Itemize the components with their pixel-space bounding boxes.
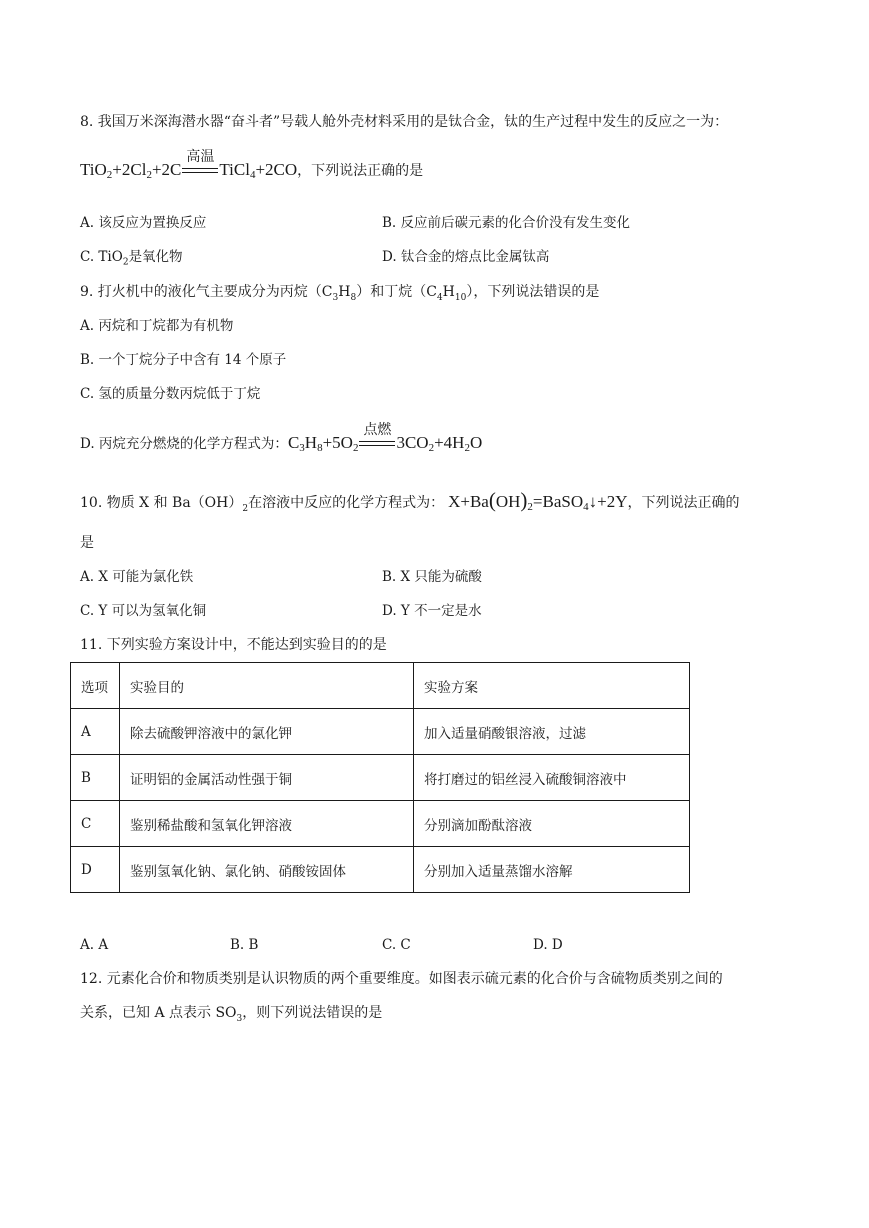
experiment-table	[70, 662, 690, 893]
q10-option-d: D. Y 不一定是水	[382, 603, 482, 619]
table-cell: 分别滴加酚酞溶液	[414, 801, 690, 847]
q9-option-b: B. 一个丁烷分子中含有 14 个原子	[80, 352, 287, 368]
q9-option-d: D. 丙烷充分燃烧的化学方程式为：$C_3H_8+5O_2$ 点燃 $3CO_2+4H_2O$	[80, 433, 482, 458]
q10-stem-cont: 是	[80, 535, 94, 551]
table-cell: 鉴别稀盐酸和氢氧化钾溶液	[120, 801, 414, 847]
q10-option-a: A. X 可能为氯化铁	[80, 569, 194, 585]
q8-option-c: C. TiO$_2$是氧化物	[80, 249, 183, 268]
table-cell: 将打磨过的铝丝浸入硫酸铜溶液中	[414, 755, 690, 801]
q9-stem: 9. 打火机中的液化气主要成分为丙烷$(C_3H_8)$和丁烷$(C_4H_{10})$，下列说法错误的是	[80, 284, 600, 303]
table-cell: 鉴别氢氧化钠、氯化钠、硝酸铵固体	[120, 847, 414, 893]
reaction-condition-ignite: 点燃	[359, 438, 395, 450]
q12-stem-line1: 12. 元素化合价和物质类别是认识物质的两个重要维度。如图表示硫元素的化合价与含硫物质类别之间的	[80, 971, 723, 987]
q8-equation-line	[80, 149, 424, 185]
q11-option-c: C. C	[382, 937, 411, 953]
table-row	[71, 801, 690, 847]
reaction-condition-high-temp: 高温	[182, 165, 218, 177]
table-cell: 分别加入适量蒸馏水溶解	[414, 847, 690, 893]
header-option: 选项	[71, 663, 120, 709]
table-cell: 证明铝的金属活动性强于铜	[120, 755, 414, 801]
table-cell: 加入适量硝酸银溶液，过滤	[414, 709, 690, 755]
q8-option-d: D. 钛合金的熔点比金属钛高	[382, 249, 550, 265]
q11-option-b: B. B	[230, 937, 259, 953]
q10-equation: $X+Ba(OH)_2=BaSO_4↓+2Y$	[448, 488, 628, 513]
q11-option-d: D. D	[533, 937, 563, 953]
q10-stem: 10. 物质 X 和 $Ba(OH)_2$在溶液中反应的化学方程式为： $X+Ba(OH)_2=BaSO_4↓+2Y$，下列说法正确的	[80, 490, 739, 519]
table-cell: B	[71, 755, 120, 801]
q8-equation: $TiO_2+2Cl_2+2C$ 高温 TiCl$_4$+2CO	[80, 149, 298, 181]
q8-option-a: A. 该反应为置换反应	[80, 215, 207, 231]
table-cell: C	[71, 801, 120, 847]
header-purpose: 实验目的	[120, 663, 414, 709]
table-row	[71, 709, 690, 755]
table-row	[71, 755, 690, 801]
q10-option-b: B. X 只能为硫酸	[382, 569, 482, 585]
table-cell: D	[71, 847, 120, 893]
q8-stem: 8. 我国万米深海潜水器“奋斗者”号载人舱外壳材料采用的是钛合金，钛的生产过程中发生的反应之一为：	[80, 114, 729, 130]
q8-tail: ，下列说法正确的是	[297, 163, 424, 179]
q9-option-a: A. 丙烷和丁烷都为有机物	[80, 318, 234, 334]
q11-stem: 11. 下列实验方案设计中，不能达到实验目的的是	[80, 637, 387, 653]
table-cell: A	[71, 709, 120, 755]
table-row	[71, 847, 690, 893]
q12-stem-line2: 关系，已知 A 点表示 $SO_3$，则下列说法错误的是	[80, 1005, 383, 1024]
q8-option-b: B. 反应前后碳元素的化合价没有发生变化	[382, 215, 631, 231]
q10-option-c: C. Y 可以为氢氧化铜	[80, 603, 207, 619]
q9-equation: $C_3H_8+5O_2$ 点燃 $3CO_2+4H_2O$	[287, 422, 483, 454]
table-header-row	[71, 663, 690, 709]
q11-option-a: A. A	[80, 937, 109, 953]
q9-option-c: C. 氢的质量分数丙烷低于丁烷	[80, 386, 261, 402]
precipitate-arrow-icon: ↓	[588, 492, 598, 511]
table-cell: 除去硫酸钾溶液中的氯化钾	[120, 709, 414, 755]
header-plan: 实验方案	[414, 663, 690, 709]
